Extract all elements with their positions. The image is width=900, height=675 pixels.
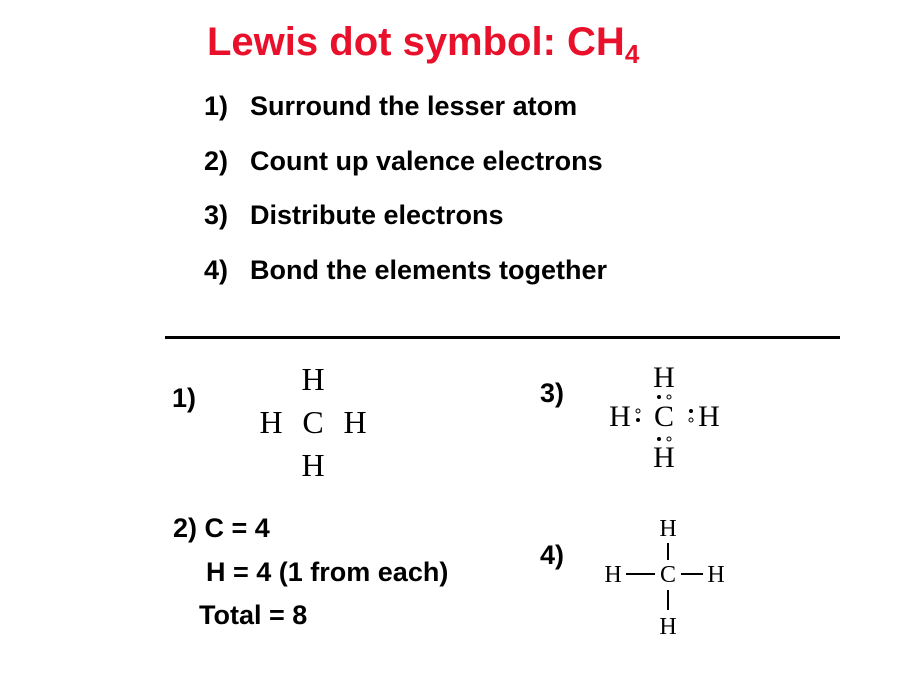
atom-h-top: H xyxy=(301,361,325,397)
step-number: 2) xyxy=(204,145,229,176)
electron-circle xyxy=(689,418,693,422)
electron-dot xyxy=(636,418,640,422)
count-line-total: Total = 8 xyxy=(199,600,308,630)
electron-circle xyxy=(636,409,640,413)
electron-dot xyxy=(657,395,661,399)
electron-dot xyxy=(657,437,661,441)
electron-dot xyxy=(689,409,693,413)
step-item xyxy=(204,143,607,198)
atom-h-right: H xyxy=(707,562,725,588)
step-item xyxy=(204,252,607,307)
atom-h-top: H xyxy=(659,516,677,542)
step-text: Bond the elements together xyxy=(250,254,608,285)
atom-h-left: H xyxy=(259,404,283,440)
count-line-carbon: 2) C = 4 xyxy=(173,513,270,543)
step-item xyxy=(204,197,607,252)
atom-h-bottom: H xyxy=(301,447,325,483)
panel-3-structure xyxy=(595,355,735,485)
divider-line xyxy=(165,336,840,339)
slide-title xyxy=(207,20,639,70)
step-number: 1) xyxy=(204,91,229,121)
panel-1-label: 1) xyxy=(172,383,197,413)
panel-4-label: 4) xyxy=(540,540,565,570)
electron-circle xyxy=(667,395,671,399)
atom-h-left: H xyxy=(609,400,631,433)
steps-list xyxy=(204,88,607,306)
panel-3-label: 3) xyxy=(540,378,565,408)
atom-c-center: C xyxy=(659,562,677,588)
panel-1-structure xyxy=(240,355,390,490)
atom-h-top: H xyxy=(653,361,675,394)
panel-4-structure xyxy=(595,510,735,645)
title-text: Lewis dot symbol: CH xyxy=(207,20,625,64)
atom-h-left: H xyxy=(604,562,622,588)
step-number: 4) xyxy=(204,254,229,285)
step-number: 3) xyxy=(204,200,229,230)
step-text: Surround the lesser atom xyxy=(250,91,578,121)
step-text: Distribute electrons xyxy=(250,200,504,230)
atom-c-center: C xyxy=(302,404,324,440)
atom-c-center: C xyxy=(653,400,675,433)
atom-h-right: H xyxy=(343,404,367,440)
step-text: Count up valence electrons xyxy=(250,145,603,176)
title-subscript: 4 xyxy=(624,39,640,69)
atom-h-right: H xyxy=(698,400,720,433)
step-item xyxy=(204,88,607,143)
atom-h-bottom: H xyxy=(659,614,677,640)
atom-h-bottom: H xyxy=(653,441,675,474)
count-line-hydrogen: H = 4 (1 from each) xyxy=(206,557,449,587)
